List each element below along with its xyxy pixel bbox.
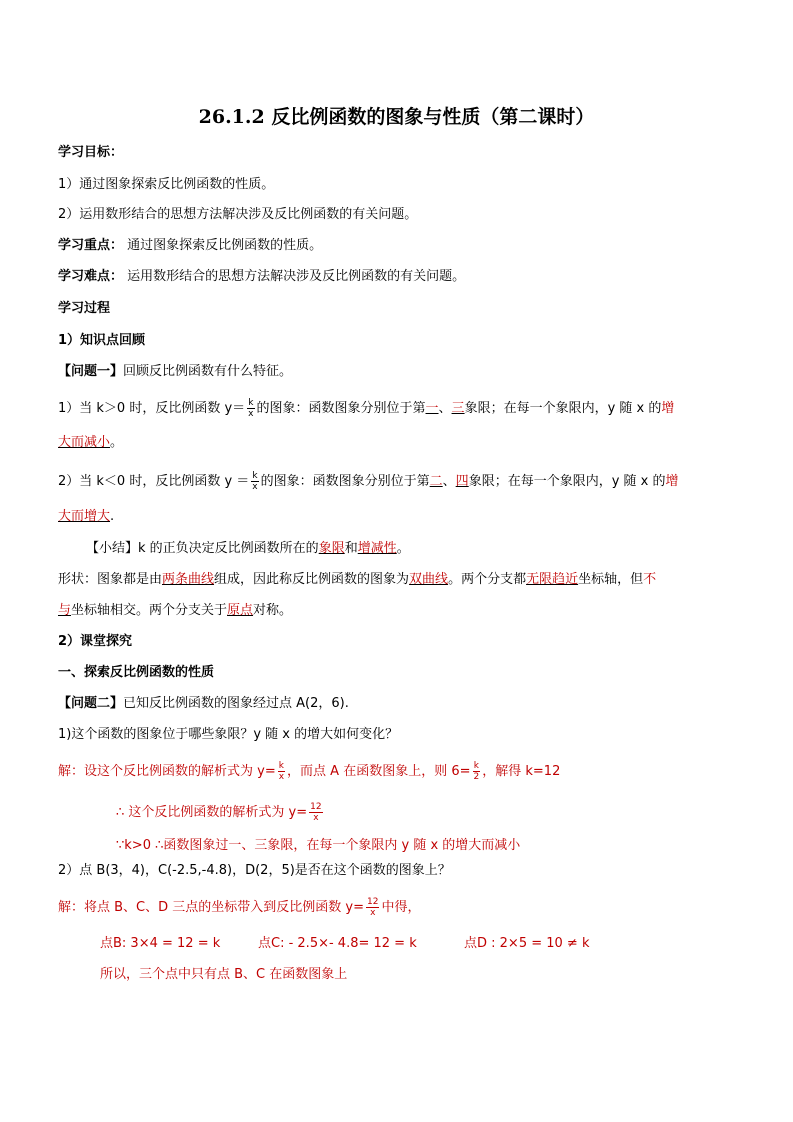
check-point-b: 点B: 3×4 = 12 = k [100, 936, 221, 951]
solution-2-line-1 [58, 897, 420, 918]
solution-text-a: 解：将点 B、C、D 三点的坐标带入到反比例函数 y= [58, 900, 364, 915]
property-1-line-2 [58, 433, 123, 453]
fraction-numerator: k [473, 761, 479, 771]
fraction-denominator: 2 [473, 772, 480, 782]
fraction-denominator: x [278, 772, 285, 782]
answer-quadrant: 二 [429, 474, 443, 489]
shape-text-e: 坐标轴相交。两个分支关于 [71, 603, 228, 618]
question-two-tag: 【问题二】 [58, 696, 124, 711]
answer-keyword: 双曲线 [409, 572, 449, 587]
property-2-text-a: 2）当 k＜0 时，反比例函数 y ＝ [58, 474, 250, 489]
solution-text-b: 中得， [381, 900, 421, 915]
page-title: 26.1.2 反比例函数的图象与性质（第二课时） [198, 106, 595, 128]
fraction-numerator: k [252, 471, 258, 481]
solution-text-c: ，解得 k=12 [482, 764, 561, 779]
answer-keyword: 原点 [227, 603, 254, 618]
fraction-numerator: 12 [310, 802, 322, 812]
solution-text-a: 解：设这个反比例函数的解析式为 y= [58, 764, 276, 779]
fraction-denominator: x [370, 908, 376, 918]
key-point-text: 通过图象探索反比例函数的性质。 [127, 238, 323, 253]
fraction-k-over-x [251, 471, 258, 492]
property-2-line-1 [58, 471, 679, 492]
solution-text: ∴ 这个反比例函数的解析式为 y= [116, 805, 308, 820]
difficulty-line [58, 267, 465, 287]
difficulty-label: 学习难点： [58, 269, 124, 284]
question-one-text: 回顾反比例函数有什么特征。 [123, 364, 293, 379]
punctuation: 。 [396, 541, 410, 556]
question-one [58, 362, 292, 382]
conclusion: 所以，三个点中只有点 B、C 在函数图象上 [100, 967, 348, 982]
answer-trend: 大而减小 [58, 435, 111, 450]
separator: 、 [438, 401, 452, 416]
property-1-text-a: 1）当 k＞0 时，反比例函数 y＝ [58, 401, 246, 416]
answer-keyword: 与 [58, 603, 72, 618]
solution-1-line-2 [116, 802, 325, 823]
key-point-line [58, 236, 322, 256]
property-1-text-b: 的图象：函数图象分别位于第 [256, 401, 426, 416]
answer-keyword: 象限 [318, 541, 345, 556]
objective-item-1: 1）通过图象探索反比例函数的性质。 [58, 177, 275, 192]
question-two [58, 694, 349, 714]
separator: 、 [442, 474, 456, 489]
answer-keyword: 两条曲线 [162, 572, 215, 587]
explore-sub-heading: 一、探索反比例函数的性质 [58, 665, 215, 680]
property-1-line-1 [58, 398, 674, 419]
shape-text-b: 组成，因此称反比例函数的图象为 [214, 572, 410, 587]
fraction-denominator: x [252, 482, 258, 492]
shape-text-f: 对称。 [253, 603, 293, 618]
objectives-heading: 学习目标： [58, 145, 124, 160]
answer-keyword: 增减性 [357, 541, 397, 556]
answer-trend: 大而增大 [58, 509, 111, 524]
key-point-label: 学习重点： [58, 238, 124, 253]
property-2-line-2 [58, 507, 114, 527]
solution-text-b: ，而点 A 在函数图象上，则 6= [287, 764, 471, 779]
summary-tag: 【小结】 [86, 541, 139, 556]
question-one-tag: 【问题一】 [58, 364, 124, 379]
summary-text-a: k 的正负决定反比例函数所在的 [138, 541, 319, 556]
answer-quadrant: 四 [455, 474, 469, 489]
shape-text-c: 。两个分支都 [448, 572, 527, 587]
shape-line-2 [58, 601, 292, 621]
fraction-12-over-x [309, 802, 322, 823]
property-1-text-d: 象限；在每一个象限内，y 随 x 的 [464, 401, 662, 416]
answer-keyword: 无限趋近 [526, 572, 579, 587]
review-heading: 1）知识点回顾 [58, 333, 146, 348]
fraction-numerator: k [278, 761, 284, 771]
answer-quadrant: 三 [451, 401, 465, 416]
fraction-numerator: k [248, 398, 254, 408]
difficulty-text: 运用数形结合的思想方法解决涉及反比例函数的有关问题。 [127, 269, 466, 284]
fraction-12-over-x [366, 897, 379, 918]
question-two-part-1: 1)这个函数的图象位于哪些象限？y 随 x 的增大如何变化？ [58, 727, 399, 742]
property-2-text-b: 的图象：函数图象分别位于第 [260, 474, 430, 489]
answer-quadrant: 一 [425, 401, 439, 416]
fraction-denominator: x [248, 409, 254, 419]
shape-text-d: 坐标轴，但 [578, 572, 644, 587]
objective-item-2: 2）运用数形结合的思想方法解决涉及反比例函数的有关问题。 [58, 207, 418, 222]
punctuation: 。 [110, 435, 124, 450]
property-2-text-d: 象限；在每一个象限内，y 随 x 的 [468, 474, 666, 489]
fraction-k-over-x [278, 761, 285, 782]
solution-1-line-1 [58, 761, 560, 782]
summary-text-b: 和 [344, 541, 358, 556]
shape-line-1 [58, 570, 656, 590]
fraction-numerator: 12 [367, 897, 379, 907]
fraction-k-over-x [247, 398, 254, 419]
check-point-d: 点D : 2×5 = 10 ≠ k [464, 936, 590, 951]
shape-text-a: 形状：图象都是由 [58, 572, 163, 587]
question-two-part-2: 2）点 B(3，4)，C(-2.5,-4.8)，D(2，5)是否在这个函数的图象上？ [58, 863, 451, 878]
summary-line [86, 539, 410, 559]
answer-trend: 增 [665, 474, 679, 489]
question-two-text: 已知反比例函数的图象经过点 A(2，6). [123, 696, 349, 711]
process-heading: 学习过程 [58, 301, 111, 316]
solution-1-line-3: ∵k>0 ∴函数图象过一、三象限，在每一个象限内 y 随 x 的增大而减小 [116, 838, 521, 853]
explore-heading: 2）课堂探究 [58, 634, 133, 649]
punctuation: . [110, 509, 115, 524]
answer-keyword: 不 [643, 572, 657, 587]
answer-trend: 增 [661, 401, 675, 416]
check-point-c: 点C: - 2.5×- 4.8= 12 = k [258, 936, 417, 951]
fraction-k-over-2 [473, 761, 481, 782]
fraction-denominator: x [313, 813, 319, 823]
